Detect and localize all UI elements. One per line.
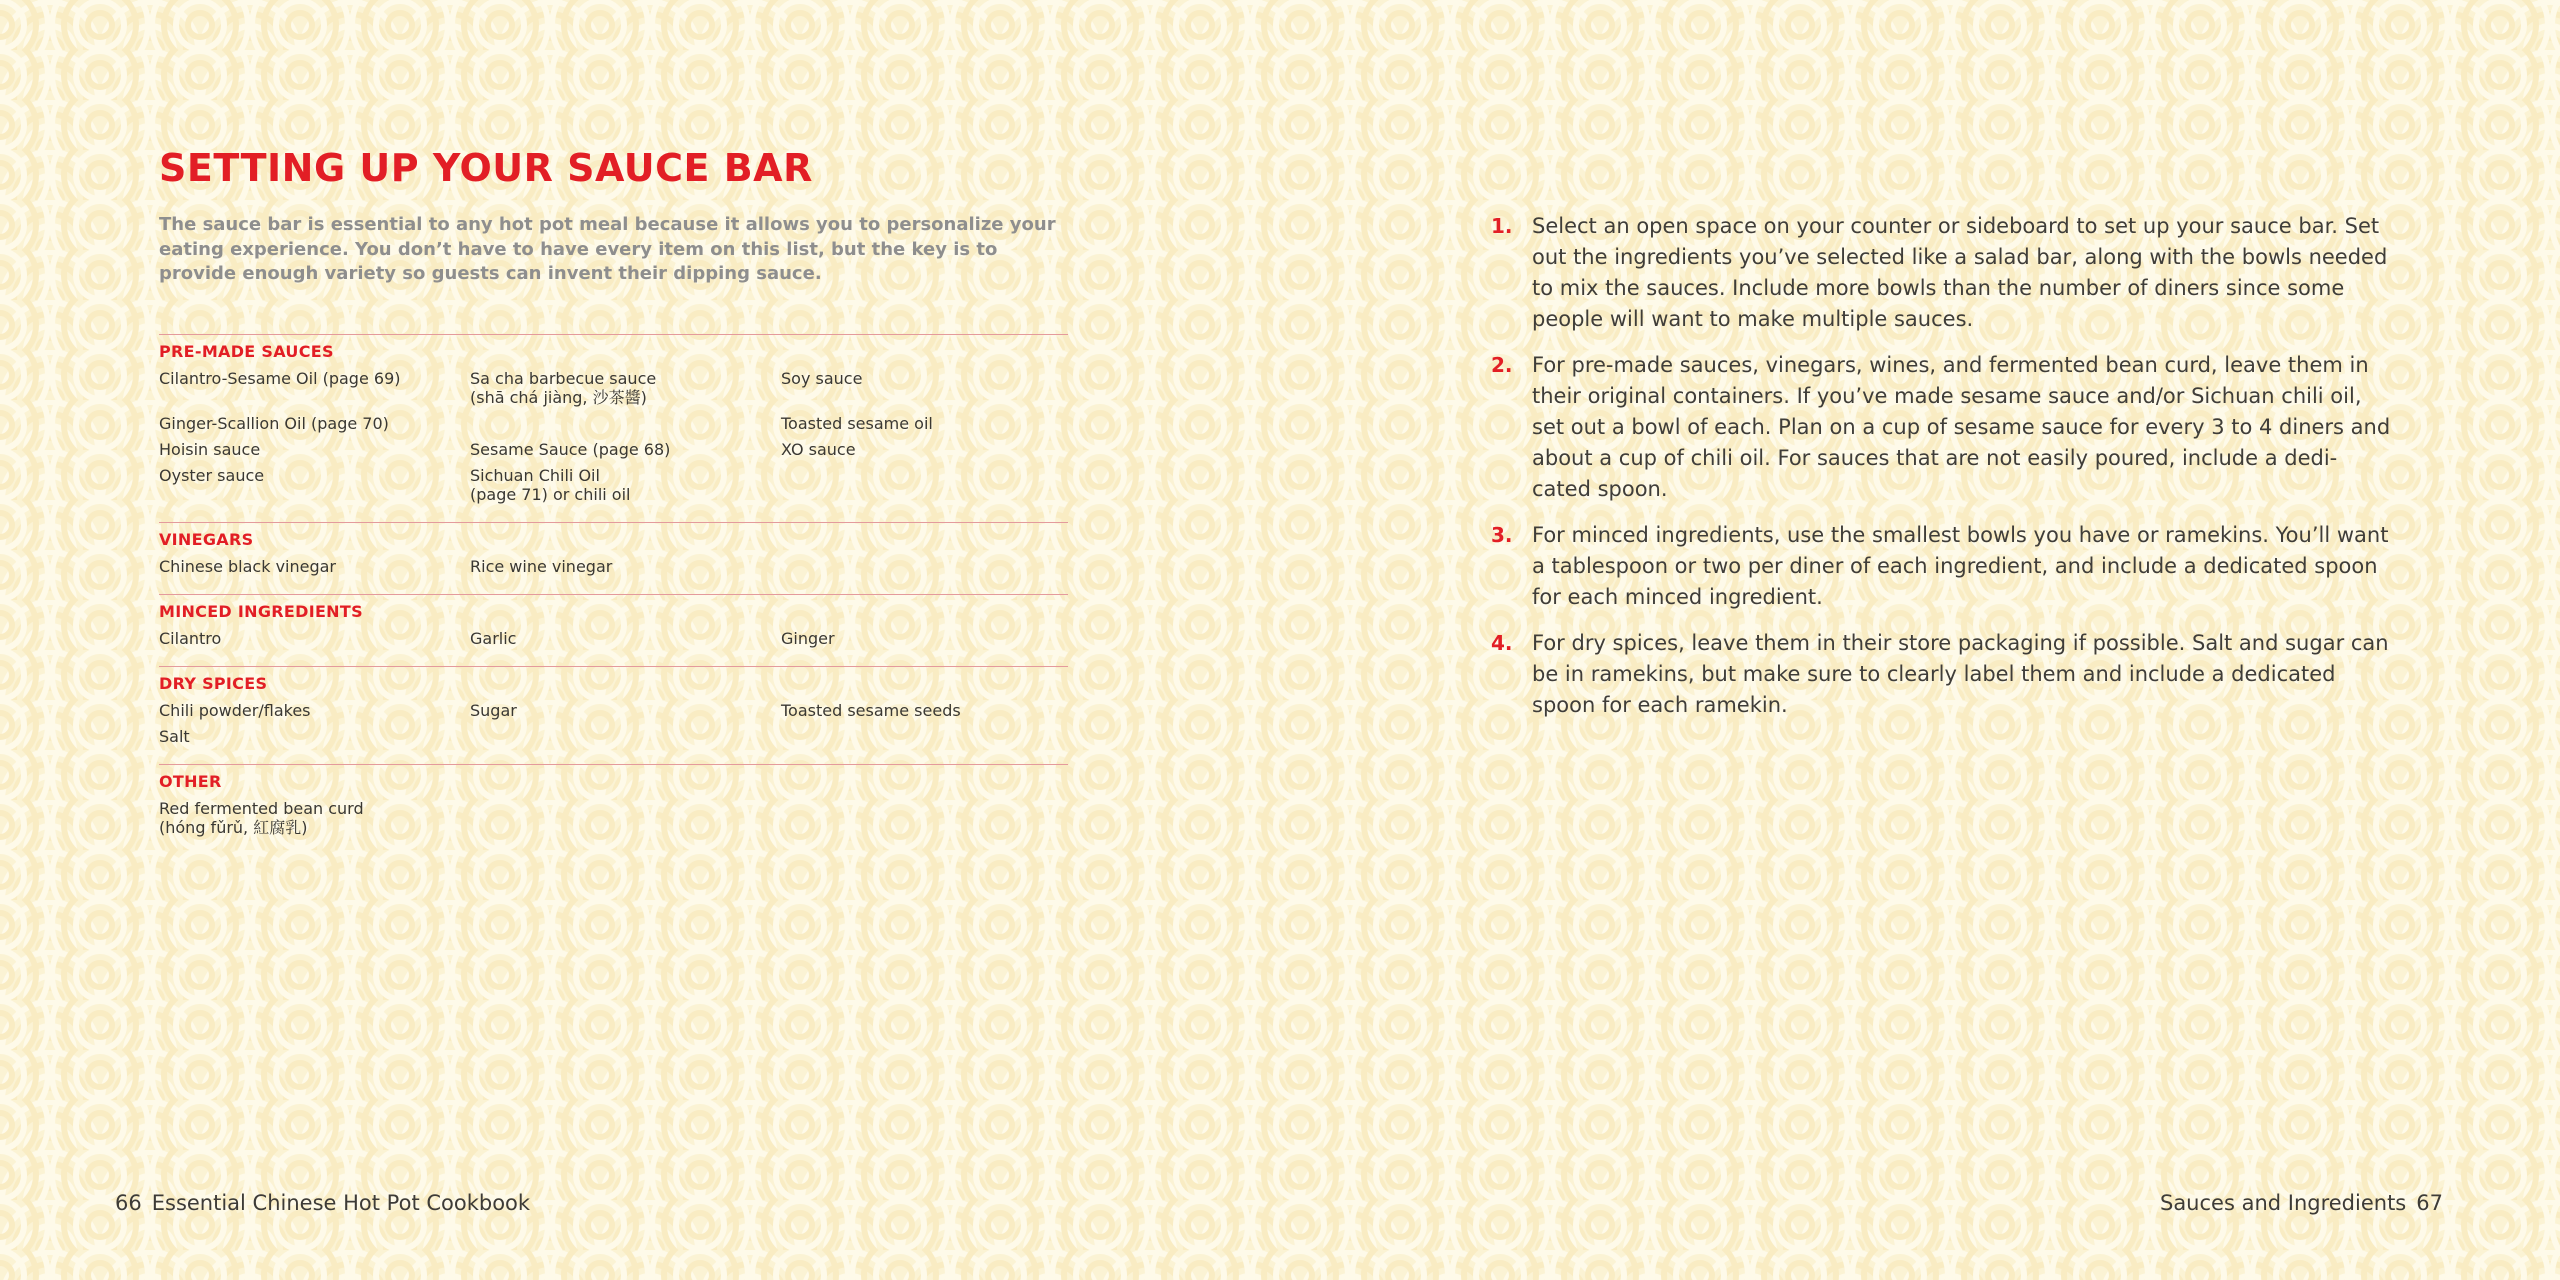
setup-steps-list [1491,211,2396,736]
step-number: 2. [1491,353,1513,377]
checklist-item [470,799,781,837]
checklist-item: Sesame Sauce (page 68) [470,440,671,459]
checklist-item: XO sauce [781,440,856,459]
step-text: For minced ingredients, use the smallest bowls you have or ramekins. You’ll want a tablespoon or two per diner of each ingredient, and include a dedicated spoon for each minced ingredient. [1532,523,2389,609]
checklist-section [159,522,1068,576]
sauce-bar-checklist [159,334,1068,837]
checklist-item: Toasted sesame oil [781,414,933,433]
section-heading: MINCED INGREDIENTS [159,602,363,621]
checklist-item [781,466,1068,504]
checklist-section [159,594,1068,648]
checklist-item [781,727,1068,746]
checklist-item: Red fermented bean curd (hóng fǔrǔ, 紅腐乳) [159,799,364,837]
checklist-item: Sa cha barbecue sauce (shā chá jiàng, 沙茶醬) [470,369,657,407]
checklist-item: Cilantro-Sesame Oil (page 69) [159,369,401,388]
section-heading: DRY SPICES [159,674,268,693]
item-grid [159,557,1068,576]
chapter-title: Sauces and Ingredients [2159,1191,2407,1215]
item-grid [159,799,1068,837]
checklist-item: Cilantro [159,629,222,648]
checklist-item: Ginger [781,629,835,648]
step-text: For pre-made sauces, vinegars, wines, and fermented bean curd, leave them in their original containers. If you’ve made sesame sauce and/or Sichuan chili oil, set out a bowl of each. Plan on a cup of sesame sauce for every 3 to 4 diners and about a cup of chili oil. For sauces that are not easily poured, include a dedi-cated spoon. [1532,353,2391,501]
step-text: For dry spices, leave them in their store packaging if possible. Salt and sugar can be in ramekins, but make sure to clearly label them and include a dedicated spoon for each ramekin. [1532,631,2389,717]
checklist-item: Sugar [470,701,517,720]
checklist-item: Toasted sesame seeds [781,701,961,720]
right-page-footer [2160,1190,2443,1216]
step-text: Select an open space on your counter or sideboard to set up your sauce bar. Set out the ingredients you’ve selected like a salad bar, along with the bowls needed to mix the sauces. Include more bowls than the number of diners since some people will want to make multiple sauces. [1532,214,2388,331]
setup-step [1491,628,2396,721]
checklist-item [470,727,781,746]
step-number: 4. [1491,631,1513,655]
checklist-item: Ginger-Scallion Oil (page 70) [159,414,389,433]
step-number: 3. [1491,523,1513,547]
checklist-item: Chinese black vinegar [159,557,336,576]
checklist-section [159,666,1068,746]
left-page-footer [115,1190,530,1216]
right-page-number: 67 [2416,1191,2443,1215]
book-title: Essential Chinese Hot Pot Cookbook [151,1191,531,1215]
checklist-item: Salt [159,727,190,746]
setup-step [1491,211,2396,335]
intro-paragraph: The sauce bar is essential to any hot pot meal because it allows you to personalize your eating experience. You don’t have to have every item on this list, but the key is to provide enough variety so guests can invent their dipping sauce. [159,214,1056,284]
section-heading: OTHER [159,772,222,791]
setup-step [1491,350,2396,505]
checklist-item [470,414,781,433]
item-grid [159,629,1068,648]
left-page-number: 66 [115,1191,142,1215]
checklist-item [781,557,1068,576]
step-number: 1. [1491,214,1513,238]
checklist-item [781,799,1068,837]
item-grid [159,701,1068,746]
checklist-item: Sichuan Chili Oil (page 71) or chili oil [470,466,631,504]
item-grid [159,369,1068,504]
checklist-item: Hoisin sauce [159,440,261,459]
page-title: SETTING UP YOUR SAUCE BAR [159,146,813,190]
checklist-item: Garlic [470,629,517,648]
section-heading: VINEGARS [159,530,254,549]
section-heading: PRE-MADE SAUCES [159,342,334,361]
checklist-item: Oyster sauce [159,466,265,485]
setup-step [1491,520,2396,613]
checklist-item: Chili powder/flakes [159,701,311,720]
checklist-section [159,334,1068,504]
checklist-item: Soy sauce [781,369,863,388]
checklist-item: Rice wine vinegar [470,557,613,576]
checklist-section [159,764,1068,837]
